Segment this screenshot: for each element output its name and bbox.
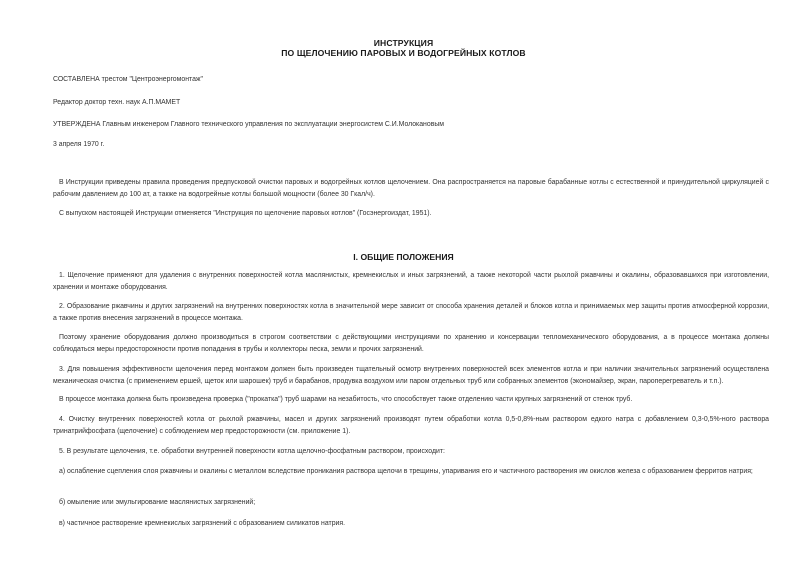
- doc-title-line1: ИНСТРУКЦИЯ: [373, 38, 434, 48]
- section-title: I. ОБЩИЕ ПОЛОЖЕНИЯ: [353, 252, 454, 262]
- paragraph-7: 5. В результате щелочения, т.е. обработки внутренней поверхности котла щелочно-фосфатным раствором, происходит:: [59, 448, 445, 455]
- paragraph-8: а) ослабление сцепления слоя ржавчины и окалины с металлом вследствие проникания раствора щелочи в трещины, упаривания его и частичного растворения им окислов железа с образованием ферритов натрия;: [59, 468, 753, 475]
- intro-note: С выпуском настоящей Инструкции отменяется "Инструкция по щелочение паровых котлов" (Госэнергоиздат, 1951).: [59, 210, 432, 217]
- paragraph-9: б) омыление или эмульгирование маслянистых загрязнений;: [59, 499, 256, 506]
- intro-paragraph: В Инструкции приведены правила проведения предпусковой очистки паровых и водогрейных котлов щелочением. Она распространяется на паровые барабанные котлы с естественной и принудительной циркуляцией с рабочим давлением до 100 ат, а также на водогрейные котлы большой мощности (более 30 Гкал/ч).: [53, 179, 769, 199]
- paragraph-5: В процессе монтажа должна быть произведена проверка ("прокатка") труб шарами на незабитость, что способствует также отделению части крупных загрязнений от стенок труб.: [59, 396, 633, 403]
- doc-title-line2: ПО ЩЕЛОЧЕНИЮ ПАРОВЫХ И ВОДОГРЕЙНЫХ КОТЛОВ: [281, 48, 526, 58]
- paragraph-6: 4. Очистку внутренних поверхностей котла от рыхлой ржавчины, масел и других загрязнений производят путем обработки котла 0,5-0,8%-ным раствором едкого натра с добавлением 0,3-0,5%-ного раствора тринатрийфосфата (щелочение) с соблюдением мер предосторожности (см. приложение 1).: [53, 416, 769, 436]
- paragraph-10: в) частичное растворение кремнекислых загрязнений с образованием силикатов натрия.: [59, 520, 346, 527]
- paragraph-2: 2. Образование ржавчины и других загрязнений на внутренних поверхностях котла в значительной мере зависит от способа хранения деталей и блоков котла и принимаемых мер защиты против атмосферной коррозии, а также против внесения загрязнений в процессе монтажа.: [53, 303, 769, 323]
- paragraph-3: Поэтому хранение оборудования должно производиться в строгом соответствии с действующими инструкциями по хранению и консервации тепломеханического оборудования, а в процессе монтажа должны соблюдаться меры предосторожности против попадания в трубы и коллекторы песка, земли и прочих загрязнений.: [53, 334, 769, 354]
- compiled-by: СОСТАВЛЕНА трестом "Центроэнергомонтаж": [53, 76, 203, 83]
- paragraph-1: 1. Щелочение применяют для удаления с внутренних поверхностей котла маслянистых, кремнекислых и иных загрязнений, а также некоторой части рыхлой ржавчины и окалины, образовавшихся при изготовлении, хранении и монтаже оборудования.: [53, 272, 769, 292]
- paragraph-4: 3. Для повышения эффективности щелочения перед монтажом должен быть произведен тщательный осмотр внутренних поверхностей всех элементов котла и при наличии значительных загрязнений осуществлена механическая очистка (с применением ершей, щеток или шарошек) труб и барабанов, продувка воздухом или паром отдельных труб или собранных элементов (экономайзер, экран, пароперегреватель и т.п.).: [53, 366, 769, 386]
- editor-line: Редактор доктор техн. наук А.П.МАМЕТ: [53, 99, 181, 106]
- approval-date: 3 апреля 1970 г.: [53, 141, 105, 148]
- approved-by: УТВЕРЖДЕНА Главным инженером Главного технического управления по эксплуатации энергосистем С.И.Молокановым: [53, 121, 445, 128]
